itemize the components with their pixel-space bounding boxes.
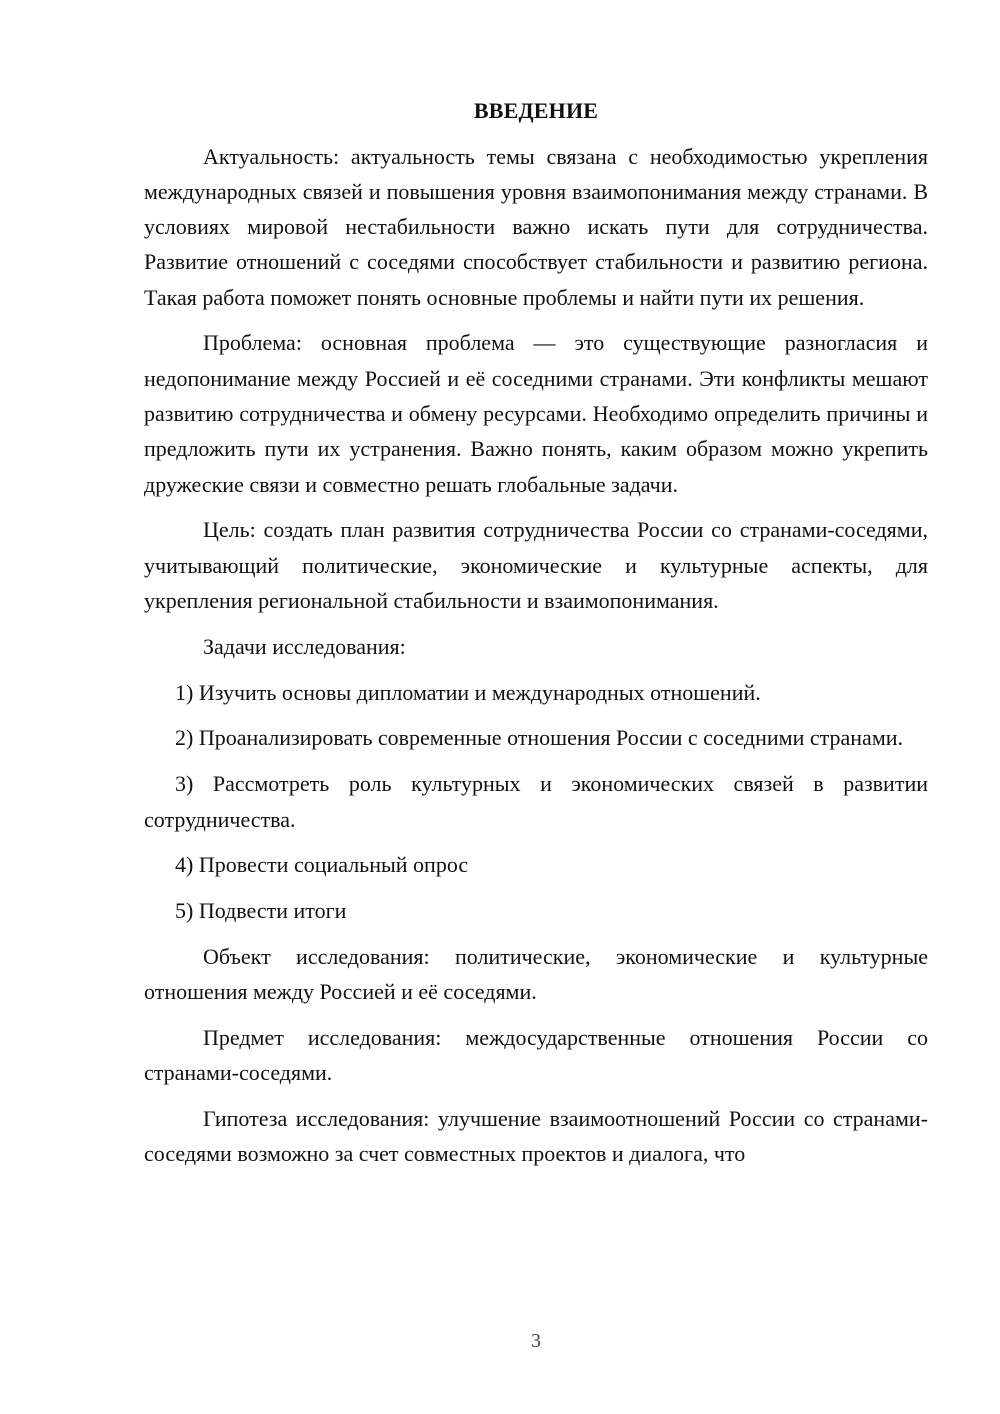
task-item-5: 5) Подвести итоги [175, 898, 347, 924]
task-item-2: 2) Проанализировать современные отношения России с соседними странами. [175, 725, 904, 751]
task-item-1: 1) Изучить основы дипломатии и международных отношений. [175, 679, 761, 705]
problem-paragraph: Проблема: основная проблема — это существующие разногласия и недопонимание между Россией и её соседними странами. Эти конфликты мешают развитию сотрудничества и обмену ресурсами. Необходимо определить причины и предложить пути их устранения. Важно понять, каким образом можно укрепить дружеские связи и совместно решать глобальные задачи. [144, 330, 928, 497]
page-content [144, 94, 928, 1172]
task-item-3: 3) Рассмотреть роль культурных и экономических связей в развитии сотрудничества. [144, 771, 928, 832]
subject-paragraph: Предмет исследования: междосударственные отношения России со странами-соседями. [144, 1025, 928, 1086]
relevance-paragraph: Актуальность: актуальность темы связана с необходимостью укрепления международных связей и повышения уровня взаимопонимания между странами. В условиях мировой нестабильности важно искать пути для сотрудничества. Развитие отношений с соседями способствует стабильности и развитию региона. Такая работа поможет понять основные проблемы и найти пути их решения. [144, 143, 928, 310]
section-title: ВВЕДЕНИЕ [473, 98, 599, 123]
tasks-heading: Задачи исследования: [203, 633, 406, 659]
task-item-4: 4) Провести социальный опрос [175, 852, 469, 878]
object-paragraph: Объект исследования: политические, экономические и культурные отношения между Россией и её соседями. [144, 943, 928, 1005]
goal-paragraph: Цель: создать план развития сотрудничества России со странами-соседями, учитывающий политические, экономические и культурные аспекты, для укрепления региональной стабильности и взаимопонимания. [144, 517, 928, 614]
page-number: 3 [531, 1330, 541, 1352]
hypothesis-paragraph: Гипотеза исследования: улучшение взаимоотношений России со странами-соседями возможно за счет совместных проектов и диалога, что [144, 1106, 928, 1167]
